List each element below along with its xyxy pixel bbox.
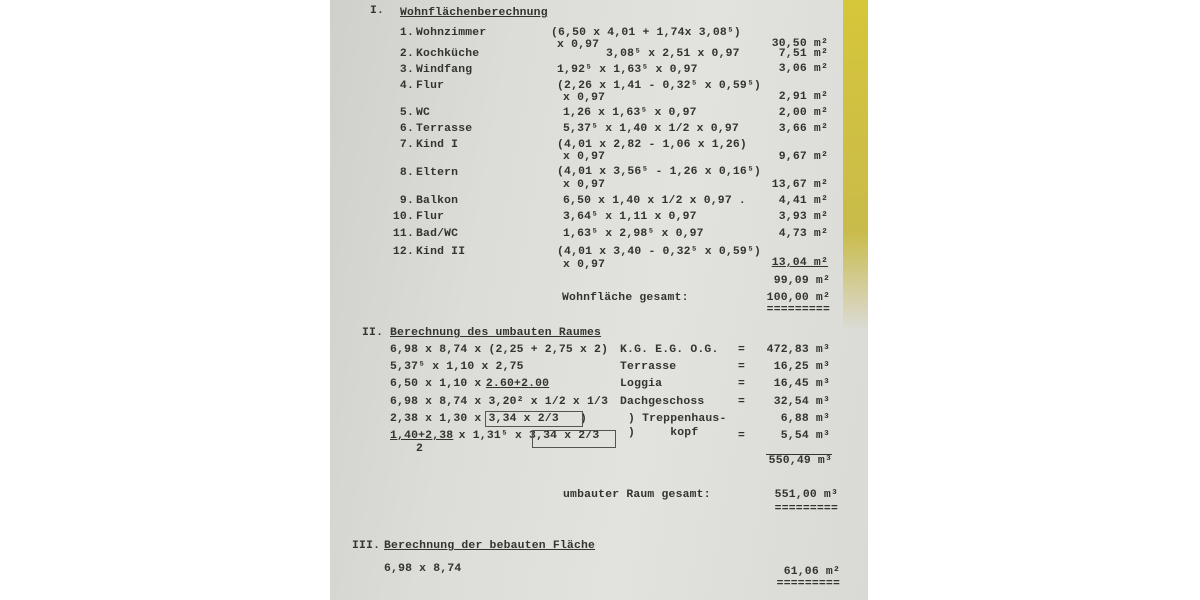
item-formula: (6,50 x 4,01 + 1,74x 3,08⁵) bbox=[551, 27, 741, 39]
subtotal: 550,49 m³ bbox=[768, 455, 832, 467]
item-number: 1. bbox=[399, 27, 414, 39]
row-label: Terrasse bbox=[620, 361, 677, 373]
double-rule: ========= bbox=[774, 503, 838, 515]
equals-sign: = bbox=[738, 378, 746, 390]
item-formula: (4,01 x 3,56⁵ - 1,26 x 0,16⁵) bbox=[557, 166, 762, 178]
item-formula: 5,37⁵ x 1,40 x 1/2 x 0,97 bbox=[563, 123, 739, 135]
item-area: 4,73 m² bbox=[778, 228, 828, 240]
section2-roman: II. bbox=[362, 327, 384, 339]
item-number: 11. bbox=[392, 228, 414, 240]
row-value: 16,25 m³ bbox=[773, 361, 830, 373]
total-label: umbauter Raum gesamt: bbox=[563, 489, 711, 501]
item-name: WC bbox=[416, 107, 431, 119]
equals-sign: = bbox=[738, 396, 746, 408]
item-formula: (4,01 x 2,82 - 1,06 x 1,26) bbox=[557, 139, 747, 151]
formula: 6,98 x 8,74 bbox=[384, 563, 462, 575]
formula: 5,37⁵ x 1,10 x 2,75 bbox=[390, 361, 524, 373]
item-name: Windfang bbox=[416, 64, 473, 76]
section2-title: Berechnung des umbauten Raumes bbox=[390, 327, 602, 339]
section3-roman: III. bbox=[352, 540, 381, 552]
item-name: Flur bbox=[416, 211, 445, 223]
item-formula: x 0,97 bbox=[557, 39, 600, 51]
item-name: Terrasse bbox=[416, 123, 473, 135]
item-name: Flur bbox=[416, 80, 445, 92]
formula: 6,98 x 8,74 x (2,25 + 2,75 x 2) bbox=[390, 344, 609, 356]
item-area: 30,50 m² bbox=[771, 38, 828, 50]
item-area u: 13,04 m² bbox=[771, 257, 828, 269]
section1-roman: I. bbox=[370, 5, 385, 17]
total: 100,00 m² bbox=[766, 292, 830, 304]
item-area: 3,06 m² bbox=[778, 63, 828, 75]
item-number: 4. bbox=[399, 80, 414, 92]
item-area: 3,93 m² bbox=[778, 211, 828, 223]
item-number: 12. bbox=[392, 246, 414, 258]
row-value: 5,54 m³ bbox=[780, 430, 830, 442]
row-label: ) kopf bbox=[628, 427, 699, 439]
formula-numerator: 1,40+2,38 bbox=[390, 430, 454, 442]
formula: x 1,31⁵ x 3,34 x 2/3 bbox=[451, 430, 600, 442]
equals-sign: = bbox=[738, 361, 746, 373]
row-label: K.G. E.G. O.G. bbox=[620, 344, 719, 356]
item-formula: x 0,97 bbox=[563, 179, 606, 191]
item-formula: x 0,97 bbox=[563, 259, 606, 271]
item-name: Eltern bbox=[416, 167, 459, 179]
section3-title: Berechnung der bebauten Fläche bbox=[384, 540, 596, 552]
formula: 2,38 x 1,30 x 3,34 x 2/3 ) bbox=[390, 413, 587, 425]
item-formula: (2,26 x 1,41 - 0,32⁵ x 0,59⁵) bbox=[557, 80, 762, 92]
item-formula: 1,26 x 1,63⁵ x 0,97 bbox=[563, 107, 697, 119]
formula: 6,98 x 8,74 x 3,20² x 1/2 x 1/3 bbox=[390, 396, 609, 408]
item-formula: 3,08⁵ x 2,51 x 0,97 bbox=[606, 48, 740, 60]
item-number: 5. bbox=[399, 107, 414, 119]
yellow-background-edge bbox=[843, 0, 868, 330]
double-rule: ========= bbox=[766, 304, 830, 316]
item-area: 2,00 m² bbox=[778, 107, 828, 119]
row-value: 472,83 m³ bbox=[766, 344, 830, 356]
hand-drawn-box bbox=[485, 411, 583, 427]
equals-sign: = bbox=[738, 344, 746, 356]
item-name: Kind II bbox=[416, 246, 466, 258]
item-formula: 3,64⁵ x 1,11 x 0,97 bbox=[563, 211, 697, 223]
item-name: Balkon bbox=[416, 195, 459, 207]
formula-fraction: 2.60+2.00 bbox=[485, 378, 550, 390]
item-formula: x 0,97 bbox=[563, 92, 606, 104]
item-formula: (4,01 x 3,40 - 0,32⁵ x 0,59⁵) bbox=[557, 246, 762, 258]
item-name: Wohnzimmer bbox=[416, 27, 487, 39]
item-name: Kind I bbox=[416, 139, 459, 151]
total-label: Wohnfläche gesamt: bbox=[562, 292, 689, 304]
row-value: 6,88 m³ bbox=[780, 413, 830, 425]
item-formula: x 0,97 bbox=[563, 151, 606, 163]
item-formula: 6,50 x 1,40 x 1/2 x 0,97 . bbox=[563, 195, 746, 207]
item-area: 2,91 m² bbox=[778, 91, 828, 103]
total: 551,00 m³ bbox=[774, 489, 838, 501]
item-name: Bad/WC bbox=[416, 228, 459, 240]
item-area: 4,41 m² bbox=[778, 195, 828, 207]
row-value: 32,54 m³ bbox=[773, 396, 830, 408]
item-area: 9,67 m² bbox=[778, 151, 828, 163]
formula-denominator: 2 bbox=[416, 443, 424, 455]
item-formula: 1,63⁵ x 2,98⁵ x 0,97 bbox=[563, 228, 704, 240]
item-number: 3. bbox=[399, 64, 414, 76]
item-area: 7,51 m² bbox=[778, 48, 828, 60]
item-number: 8. bbox=[399, 167, 414, 179]
item-number: 7. bbox=[399, 139, 414, 151]
item-number: 10. bbox=[392, 211, 414, 223]
formula: 6,50 x 1,10 x bbox=[390, 378, 489, 390]
double-rule: ========= bbox=[776, 578, 840, 590]
item-formula: 1,92⁵ x 1,63⁵ x 0,97 bbox=[557, 64, 698, 76]
row-label: Loggia bbox=[620, 378, 663, 390]
item-area: 3,66 m² bbox=[778, 123, 828, 135]
item-number: 2. bbox=[399, 48, 414, 60]
row-value: 16,45 m³ bbox=[773, 378, 830, 390]
equals-sign: = bbox=[738, 430, 746, 442]
subtotal: 99,09 m² bbox=[773, 275, 830, 287]
hand-drawn-box bbox=[532, 430, 616, 448]
total: 61,06 m² bbox=[783, 566, 840, 578]
section1-title: Wohnflächenberechnung bbox=[400, 7, 548, 19]
item-number: 9. bbox=[399, 195, 414, 207]
row-label: Dachgeschoss bbox=[620, 396, 705, 408]
row-label: ) Treppenhaus- bbox=[628, 413, 727, 425]
item-name: Kochküche bbox=[416, 48, 480, 60]
item-area: 13,67 m² bbox=[771, 179, 828, 191]
item-number: 6. bbox=[399, 123, 414, 135]
